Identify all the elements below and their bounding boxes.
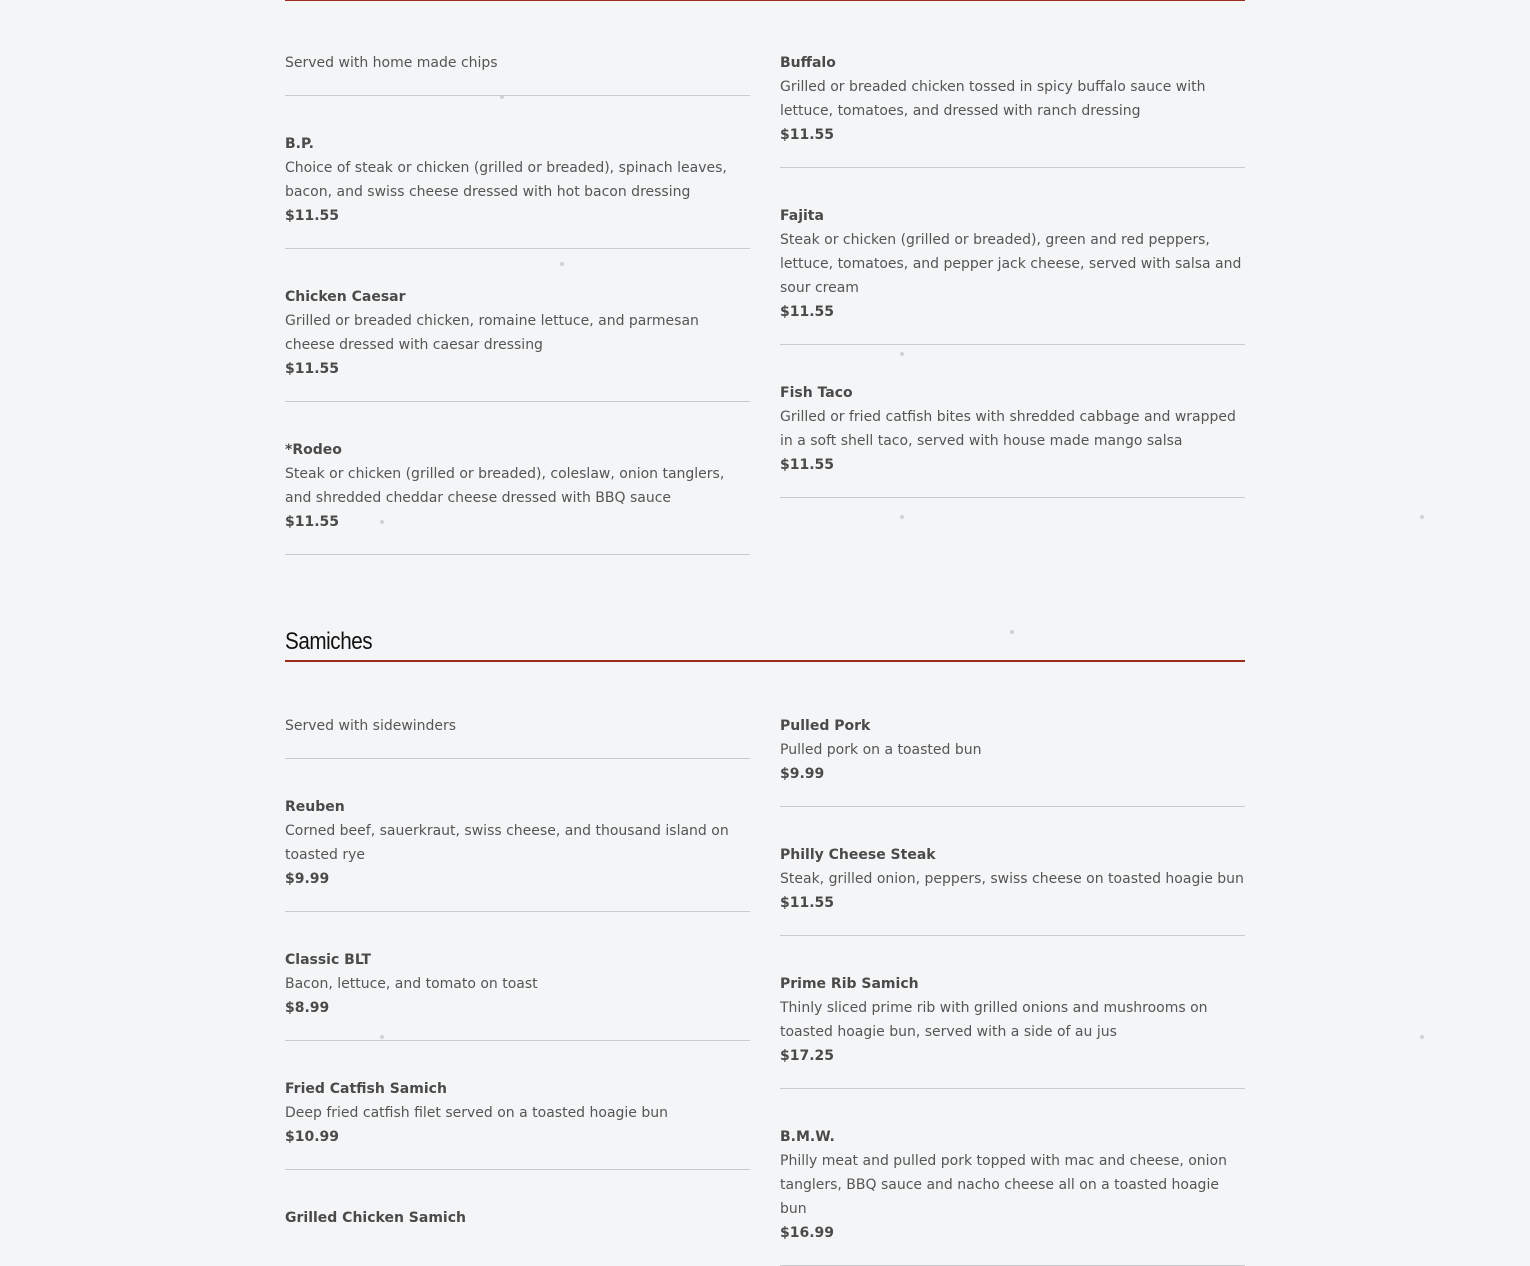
menu-item bbox=[285, 438, 750, 555]
samiches-note bbox=[285, 714, 750, 759]
menu-item-description: Philly meat and pulled pork topped with mac and cheese, onion tanglers, BBQ sauce and nacho cheese all on a toasted hoagie bun bbox=[780, 1153, 1227, 1217]
menu-item-price: $11.55 bbox=[285, 514, 340, 530]
menu-item-price: $16.99 bbox=[780, 1225, 835, 1241]
menu-item-name: Fish Taco bbox=[780, 385, 853, 401]
menu-item-description: Steak, grilled onion, peppers, swiss cheese on toasted hoagie bun bbox=[780, 871, 1244, 887]
menu-item-name: Philly Cheese Steak bbox=[780, 847, 936, 863]
texture-speck bbox=[1010, 630, 1014, 634]
salads-note-text: Served with home made chips bbox=[285, 55, 498, 71]
section-divider-top bbox=[285, 0, 1245, 1]
menu-item bbox=[285, 285, 750, 402]
menu-item bbox=[780, 972, 1245, 1089]
menu-item-description: Grilled or breaded chicken, romaine lettuce, and parmesan cheese dressed with caesar dressing bbox=[285, 313, 699, 353]
menu-item-price: $8.99 bbox=[285, 1000, 330, 1016]
menu-item-name: Buffalo bbox=[780, 55, 836, 71]
menu-item-price: $9.99 bbox=[285, 871, 330, 887]
texture-speck bbox=[1420, 1035, 1424, 1039]
menu-item-description: Choice of steak or chicken (grilled or breaded), spinach leaves, bacon, and swiss cheese dressed with hot bacon dressing bbox=[285, 160, 727, 200]
menu-item-description: Corned beef, sauerkraut, swiss cheese, and thousand island on toasted rye bbox=[285, 823, 729, 863]
menu-item bbox=[285, 1206, 750, 1250]
menu-item-name: Classic BLT bbox=[285, 952, 371, 968]
menu-item bbox=[780, 204, 1245, 345]
menu-item-price: $11.55 bbox=[285, 208, 340, 224]
menu-item bbox=[780, 1125, 1245, 1266]
samiches-left-column bbox=[285, 714, 750, 1250]
menu-item bbox=[780, 381, 1245, 498]
menu-item bbox=[780, 843, 1245, 936]
salads-right-column bbox=[780, 51, 1245, 498]
menu-item-price: $9.99 bbox=[780, 766, 825, 782]
menu-item-price: $11.55 bbox=[780, 895, 835, 911]
menu-item-price: $10.99 bbox=[285, 1129, 340, 1145]
samiches-note-text: Served with sidewinders bbox=[285, 718, 457, 734]
menu-item-name: B.M.W. bbox=[780, 1129, 835, 1145]
texture-speck bbox=[1420, 515, 1424, 519]
menu-item-name: *Rodeo bbox=[285, 442, 342, 458]
menu-item-price: $11.55 bbox=[780, 304, 835, 320]
menu-item bbox=[780, 51, 1245, 168]
menu-item-name: Fajita bbox=[780, 208, 824, 224]
menu-item bbox=[780, 714, 1245, 807]
samiches-right-column bbox=[780, 714, 1245, 1266]
menu-item-description: Bacon, lettuce, and tomato on toast bbox=[285, 976, 538, 992]
menu-item-description: Grilled or fried catfish bites with shredded cabbage and wrapped in a soft shell taco, served with house made mango salsa bbox=[780, 409, 1236, 449]
menu-item-name: Reuben bbox=[285, 799, 345, 815]
menu-item-description: Pulled pork on a toasted bun bbox=[780, 742, 982, 758]
menu-item bbox=[285, 132, 750, 249]
menu-item-price: $11.55 bbox=[780, 457, 835, 473]
section-divider-samiches bbox=[285, 660, 1245, 662]
menu-item bbox=[285, 795, 750, 912]
menu-item bbox=[285, 948, 750, 1041]
salads-left-column bbox=[285, 51, 750, 555]
menu-item-name: Pulled Pork bbox=[780, 718, 871, 734]
menu-item-description: Steak or chicken (grilled or breaded), green and red peppers, lettuce, tomatoes, and pepper jack cheese, served with salsa and sour cream bbox=[780, 232, 1242, 296]
menu-item-price: $11.55 bbox=[285, 361, 340, 377]
menu-item-price: $11.55 bbox=[780, 127, 835, 143]
menu-item-description: Deep fried catfish filet served on a toasted hoagie bun bbox=[285, 1105, 669, 1121]
salads-note bbox=[285, 51, 750, 96]
menu-item-price: $17.25 bbox=[780, 1048, 835, 1064]
texture-speck bbox=[900, 515, 904, 519]
menu-item-description: Steak or chicken (grilled or breaded), coleslaw, onion tanglers, and shredded cheddar cheese dressed with BBQ sauce bbox=[285, 466, 725, 506]
menu-item-description: Grilled or breaded chicken tossed in spicy buffalo sauce with lettuce, tomatoes, and dressed with ranch dressing bbox=[780, 79, 1206, 119]
menu-item bbox=[285, 1077, 750, 1170]
menu-item-name: Grilled Chicken Samich bbox=[285, 1210, 466, 1226]
menu-item-name: Prime Rib Samich bbox=[780, 976, 919, 992]
section-title-samiches: Samiches bbox=[285, 628, 373, 655]
menu-item-name: B.P. bbox=[285, 136, 314, 152]
menu-item-description: Thinly sliced prime rib with grilled onions and mushrooms on toasted hoagie bun, served with a side of au jus bbox=[780, 1000, 1208, 1040]
menu-item-name: Chicken Caesar bbox=[285, 289, 406, 305]
menu-item-name: Fried Catfish Samich bbox=[285, 1081, 447, 1097]
